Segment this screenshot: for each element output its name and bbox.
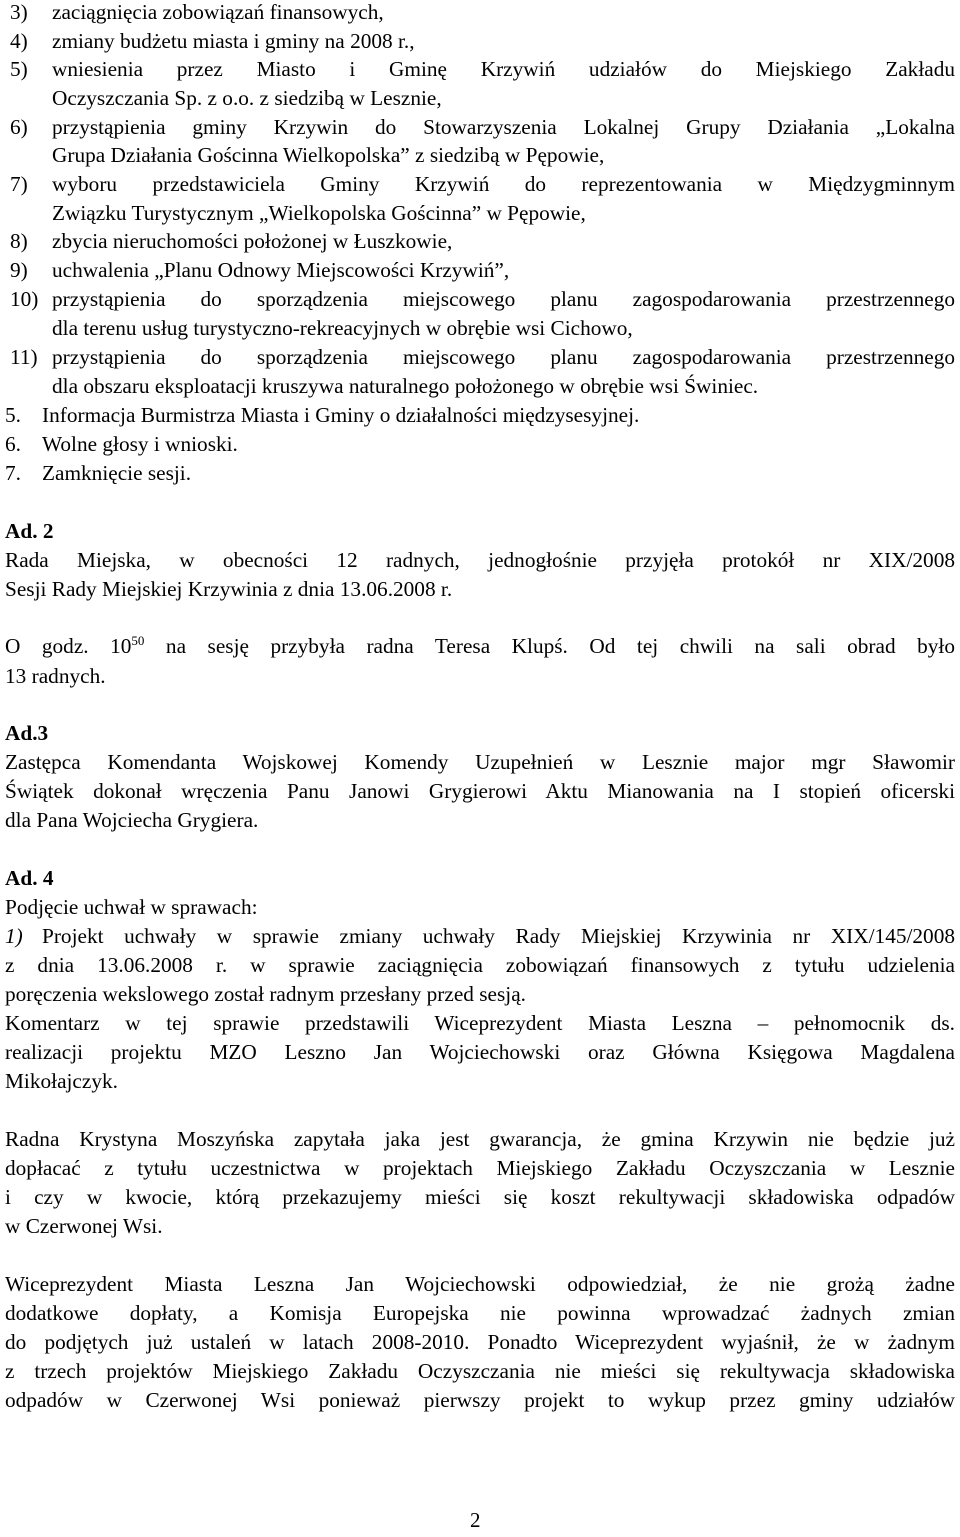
paragraph-line: odpadów w Czerwonej Wsi ponieważ pierwszy projekt to wykup przez gminy udziałów: [5, 1388, 955, 1412]
paragraph-line: Podjęcie uchwał w sprawach:: [5, 895, 258, 919]
paragraph-line: dopłacać z tytułu uczestnictwa w projektach Miejskiego Zakładu Oczyszczania w Lesznie: [5, 1156, 955, 1180]
paragraph-line: Zastępca Komendanta Wojskowej Komendy Uzupełnień w Lesznie major mgr Sławomir: [5, 750, 955, 774]
list-item-line: przystąpienia gminy Krzywin do Stowarzyszenia Lokalnej Grupy Działania „Lokalna: [52, 115, 955, 139]
paragraph-line: poręczenia wekslowego został radnym przesłany przed sesją.: [5, 982, 526, 1006]
section-heading: Ad. 2: [5, 519, 54, 543]
paragraph-line: O godz. $10^{50}$ na sesję przybyła radna Teresa Klupś. Od tej chwili na sali obrad było: [5, 633, 955, 658]
paragraph-line: Projekt uchwały w sprawie zmiany uchwały Rady Miejskiej Krzywinia nr XIX/145/2008: [42, 924, 955, 948]
list-item-line: wyboru przedstawiciela Gminy Krzywiń do reprezentowania w Międzygminnym: [52, 172, 955, 196]
paragraph-line: Wiceprezydent Miasta Leszna Jan Wojciechowski odpowiedział, że nie grożą żadne: [5, 1272, 955, 1296]
paragraph-line: do podjętych już ustaleń w latach 2008-2010. Ponadto Wiceprezydent wyjaśnił, że w żadnym: [5, 1330, 955, 1354]
paragraph-line: Rada Miejska, w obecności 12 radnych, jednogłośnie przyjęła protokół nr XIX/2008: [5, 548, 955, 572]
list-item-line: wniesienia przez Miasto i Gminę Krzywiń udziałów do Miejskiego Zakładu: [52, 57, 955, 81]
section-heading: Ad.3: [5, 721, 49, 745]
paragraph-line: Radna Krystyna Moszyńska zapytała jaka jest gwarancja, że gmina Krzywin nie będzie już: [5, 1127, 955, 1151]
paragraph-line: Sesji Rady Miejskiej Krzywinia z dnia 13.06.2008 r.: [5, 577, 453, 601]
document-page: 3) zaciągnięcia zobowiązań finansowych, 4) zmiany budżetu miasta i gminy na 2008 r., 5) wniesienia przez Miasto i Gminę Krzywiń udziałów do Miejskiego Zakładu Oczyszczania Sp. z o.o. z siedzibą w Lesznie, 6) przystąpienia gminy Krzywin do Stowarzyszenia Lokalnej Grupy Działania „Lokalna Grupa Działania Gościnna Wielkopolska” z siedzibą w Pępowie, 7) wyboru przedstawiciela Gminy Krzywiń do reprezentowania w Międzygminnym Związku Turystycznym „Wielkopolska Gościnna” w Pępowie, 8) zbycia nieruchomości położonej w Łuszkowie, 9) uchwalenia „Planu Odnowy Miejscowości Krzywiń”, 10) przystąpienia do sporządzenia miejscowego planu zagospodarowania przestrzennego dla terenu usług turystyczno-rekreacyjnych w obrębie wsi Cichowo, 11) przystąpienia do sporządzenia miejscowego planu zagospodarowania przestrzennego dla obszaru eksploatacji kruszywa naturalnego położonego w obrębie wsi Świniec. 5. Informacja Burmistrza Miasta i Gminy o działalności międzysesyjnej. 6. Wolne głosy i wnioski. 7. Zamknięcie sesji. Ad. 2 Rada Miejska, w obecności 12 radnych, jednogłośnie przyjęła protokół nr XIX/2008 Sesji Rady Miejskiej Krzywinia z dnia 13.06.2008 r. O godz. $10^{50}$ na sesję przybyła radna Teresa Klupś. Od tej chwili na sali obrad było 13 radnych. Ad.3 Zastępca Komendanta Wojskowej Komendy Uzupełnień w Lesznie major mgr Sławomir Świątek dokonał wręczenia Panu Janowi Grygierowi Aktu Mianowania na I stopień oficerski dla Pana Wojciecha Grygiera. Ad. 4 Podjęcie uchwał w sprawach: 1) Projekt uchwały w sprawie zmiany uchwały Rady Miejskiej Krzywinia nr XIX/145/2008 z dnia 13.06.2008 r. w sprawie zaciągnięcia zobowiązań finansowych z tytułu udzielenia poręczenia wekslowego został radnym przesłany przed sesją. Komentarz w tej sprawie przedstawili Wiceprezydent Miasta Leszna – pełnomocnik ds. realizacji projektu MZO Leszno Jan Wojciechowski oraz Główna Księgowa Magdalena Mikołajczyk. Radna Krystyna Moszyńska zapytała jaka jest gwarancja, że gmina Krzywin nie będzie już dopłacać z tytułu uczestnictwa w projektach Miejskiego Zakładu Oczyszczania w Lesznie i czy w kwocie, którą przekazujemy mieści się koszt rekultywacji składowiska odpadów w Czerwonej Wsi. Wiceprezydent Miasta Leszna Jan Wojciechowski odpowiedział, że nie grożą żadne dodatkowe dopłaty, a Komisja Europejska nie powinna wprowadzać żadnych zmian do podjętych już ustaleń w latach 2008-2010. Ponadto Wiceprezydent wyjaśnił, że w żadnym z trzech projektów Miejskiego Zakładu Oczyszczania nie mieści się rekultywacja składowiska odpadów w Czerwonej Wsi ponieważ pierwszy projekt to wykup przez gminy udziałów 2: [5, 0, 955, 1532]
paragraph-line: w Czerwonej Wsi.: [5, 1214, 163, 1238]
paragraph-line: z trzech projektów Miejskiego Zakładu Oczyszczania nie mieści się rekultywacja składowiska: [5, 1359, 955, 1383]
list-item-line: przystąpienia do sporządzenia miejscowego planu zagospodarowania przestrzennego: [52, 287, 955, 311]
paragraph-line: dla Pana Wojciecha Grygiera.: [5, 808, 259, 832]
paragraph-line: Komentarz w tej sprawie przedstawili Wiceprezydent Miasta Leszna – pełnomocnik ds.: [5, 1011, 955, 1035]
list-item-line: przystąpienia do sporządzenia miejscowego planu zagospodarowania przestrzennego: [52, 345, 955, 369]
paragraph-line: Mikołajczyk.: [5, 1069, 118, 1093]
paragraph-line: i czy w kwocie, którą przekazujemy mieści się koszt rekultywacji składowiska odpadów: [5, 1185, 955, 1209]
section-heading: Ad. 4: [5, 866, 54, 890]
page-number: 2: [470, 1508, 481, 1532]
paragraph-line: 13 radnych.: [5, 664, 106, 688]
paragraph-line: dodatkowe dopłaty, a Komisja Europejska nie powinna wprowadzać żadnych zmian: [5, 1301, 955, 1325]
paragraph-line: z dnia 13.06.2008 r. w sprawie zaciągnięcia zobowiązań finansowych z tytułu udzielenia: [5, 953, 955, 977]
paragraph-line: realizacji projektu MZO Leszno Jan Wojciechowski oraz Główna Księgowa Magdalena: [5, 1040, 955, 1064]
paragraph-line: Świątek dokonał wręczenia Panu Janowi Grygierowi Aktu Mianowania na I stopień oficerski: [5, 779, 955, 803]
list-item-number: 1): [5, 924, 23, 948]
